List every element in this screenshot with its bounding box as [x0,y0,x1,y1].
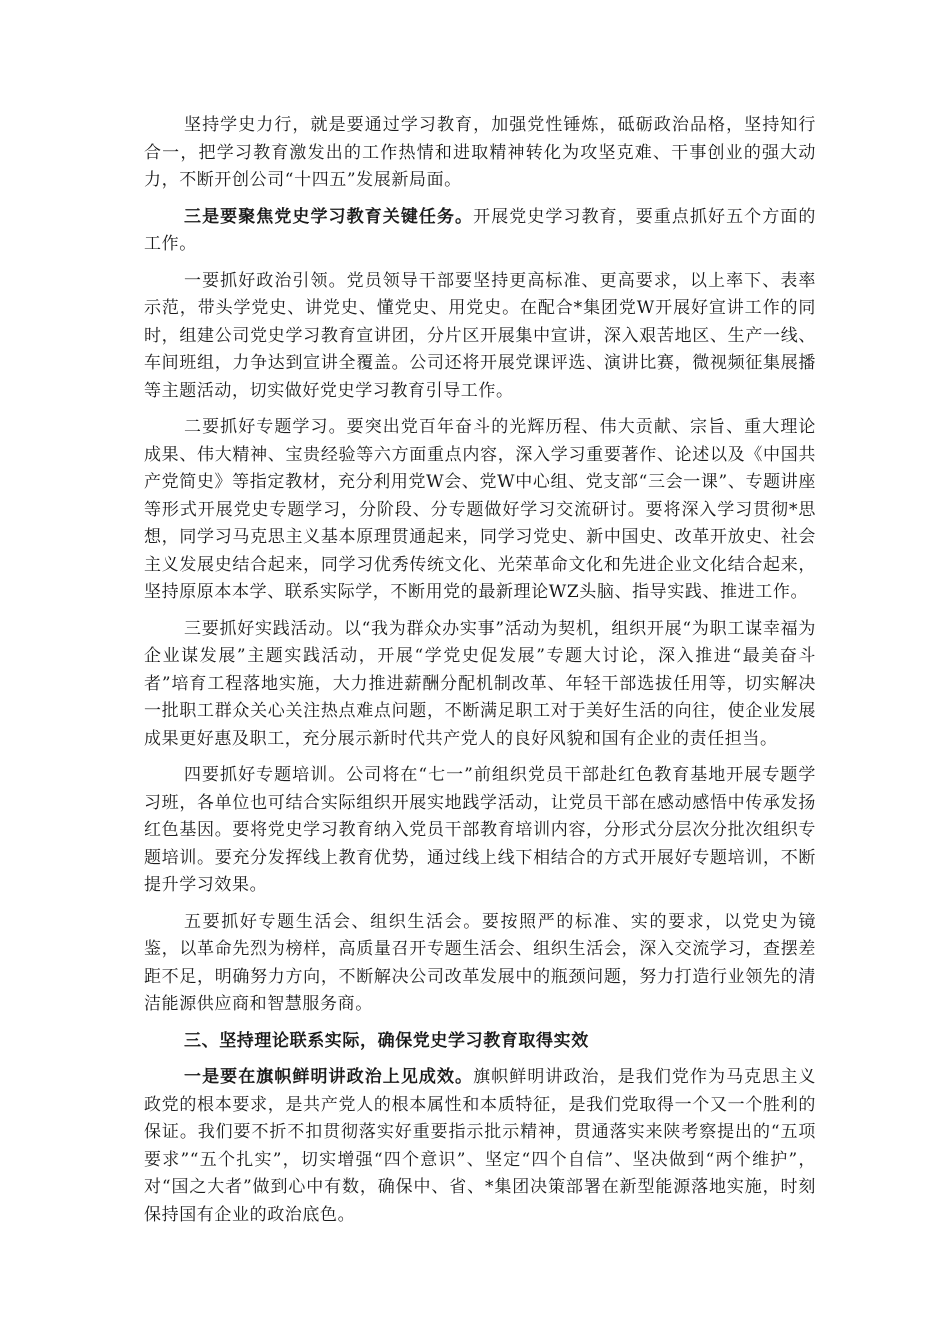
paragraph-text: 三要抓好实践活动。以“我为群众办实事”活动为契机，组织开展“为职工谋幸福为企业谋发展”主题实践活动，开展“学党史促发展”专题大讨论，深入推进“最美奋斗者”培育工程落地实施，大力推进薪酬分配机制改革、年轻干部选拔任用等，切实解决一批职工群众关心关注热点难点问题，不断满足职工对于美好生活的向往，使企业发展成果更好惠及职工，充分展示新时代共产党人的良好风貌和国有企业的责任担当。 [144,618,816,749]
paragraph-5 [144,616,816,754]
paragraph-lead: 一是要在旗帜鲜明讲政治上见成效。 [184,1067,474,1087]
paragraph-8 [144,1064,816,1229]
section-heading: 三、坚持理论联系实际，确保党史学习教育取得实效 [184,1030,589,1051]
paragraph-text: 四要抓好专题培训。公司将在“七一”前组织党员干部赴红色教育基地开展专题学习班，各单位也可结合实际组织开展实地践学活动，让党员干部在感动感悟中传承发扬红色基因。要将党史学习教育纳入党员干部教育培训内容，分形式分层次分批次组织专题培训。要充分发挥线上教育优势，通过线上线下相结合的方式开展好专题培训，不断提升学习效果。 [144,765,816,895]
paragraph-lead: 三是要聚焦党史学习教育关键任务。 [184,206,474,227]
paragraph-text: 开展党史学习教育，要重点抓好五个方面的工作。 [144,206,816,254]
paragraph-text: 五要抓好专题生活会、组织生活会。要按照严的标准、实的要求，以党史为镜鉴，以革命先烈为榜样，高质量召开专题生活会、组织生活会，深入交流学习，查摆差距不足，明确努力方向，不断解决公司改革发展中的瓶颈问题，努力打造行业领先的清洁能源供应商和智慧服务商。 [144,911,816,1014]
paragraph-text: 一要抓好政治引领。党员领导干部要坚持更高标准、更高要求，以上率下、表率示范，带头学党史、讲党史、懂党史、用党史。在配合*集团党W开展好宣讲工作的同时，组建公司党史学习教育宣讲团，分片区开展集中宣讲，深入艰苦地区、生产一线、车间班组，力争达到宣讲全覆盖。公司还将开展党课评选、演讲比赛，微视频征集展播等主题活动，切实做好党史学习教育引导工作。 [144,270,816,401]
paragraph-text: 坚持学史力行，就是要通过学习教育，加强党性锤炼，砥砺政治品格，坚持知行合一，把学习教育激发出的工作热情和进取精神转化为攻坚克难、干事创业的强大动力，不断开创公司“十四五”发展新局面。 [144,115,816,190]
paragraph-3 [144,268,816,406]
paragraph-6 [144,762,816,900]
document-page [144,112,816,1238]
paragraph-7 [144,909,816,1019]
paragraph-1 [144,112,816,195]
paragraph-text: 二要抓好专题学习。要突出党百年奋斗的光辉历程、伟大贡献、宗旨、重大理论成果、伟大精神、宝贵经验等六方面重点内容，深入学习重要著作、论述以及《中国共产党简史》等指定教材，充分利用党W会、党W中心组、党支部“三会一课”、专题讲座等形式开展党史专题学习，分阶段、分专题做好学习交流研讨。要将深入学习贯彻*思想，同学习马克思主义基本原理贯通起来，同学习党史、新中国史、改革开放史、社会主义发展史结合起来，同学习优秀传统文化、光荣革命文化和先进企业文化结合起来，坚持原原本本学、联系实际学，不断用党的最新理论WZ头脑、指导实践、推进工作。 [144,417,816,602]
paragraph-4 [144,414,816,607]
paragraph-2 [144,204,816,259]
paragraph-text: 旗帜鲜明讲政治，是我们党作为马克思主义政党的根本要求，是共产党人的根本属性和本质特征，是我们党取得一个又一个胜利的保证。我们要不折不扣贯彻落实好重要指示批示精神，贯通落实来陕考察提出的“五项要求”“五个扎实”，切实增强“四个意识”、坚定“四个自信”、坚决做到“两个维护”，对“国之大者”做到心中有数，确保中、省、*集团决策部署在新型能源落地实施，时刻保持国有企业的政治底色。 [144,1067,816,1225]
